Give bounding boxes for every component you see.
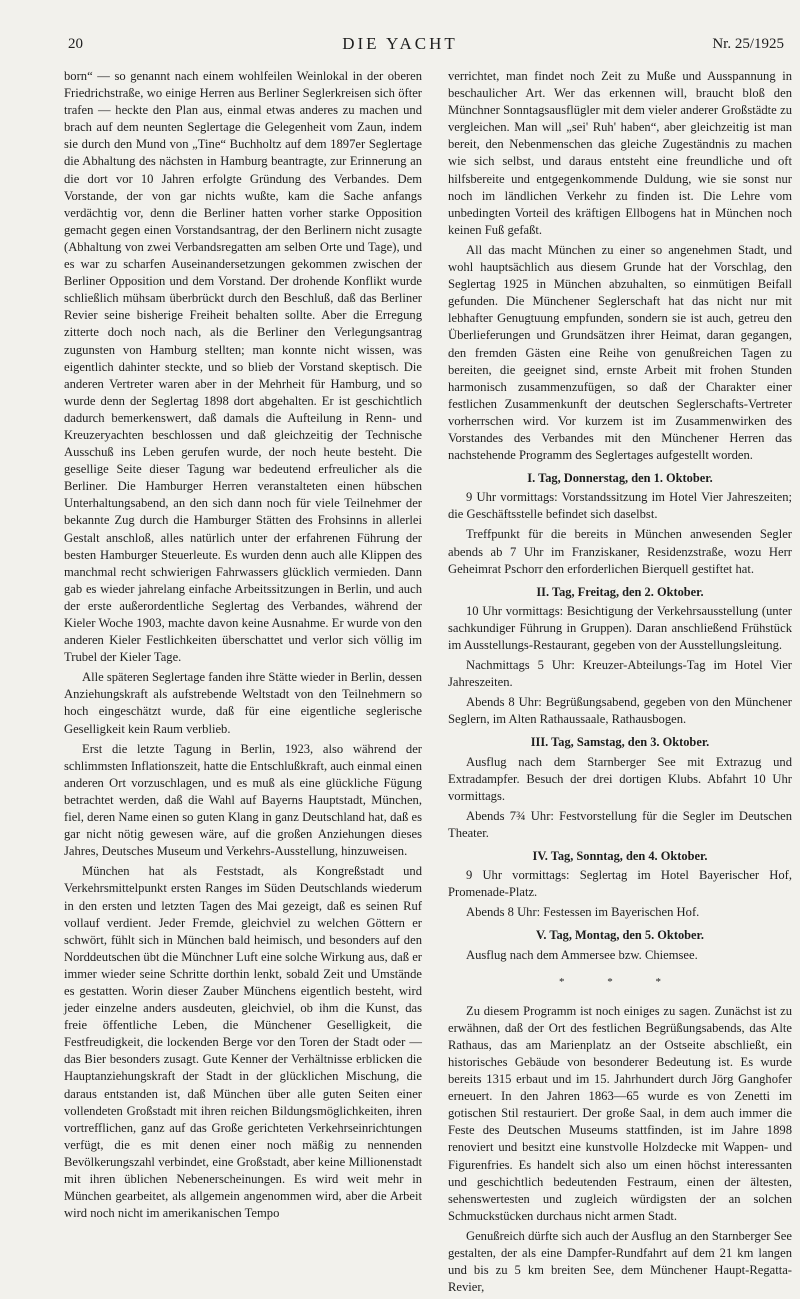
program-item: Nachmittags 5 Uhr: Kreuzer-Abteilungs-Tag im Hotel Vier Jahreszeiten. xyxy=(448,658,792,690)
program-day-heading: I. Tag, Donnerstag, den 1. Oktober. xyxy=(527,471,713,486)
program-item: 9 Uhr vormittags: Seglertag im Hotel Bayerischer Hof, Promenade-Platz. xyxy=(448,868,792,900)
right-column xyxy=(448,68,792,1299)
program-day-heading: II. Tag, Freitag, den 2. Oktober. xyxy=(536,584,704,599)
paragraph: Zu diesem Programm ist noch einiges zu sagen. Zunächst ist zu erwähnen, daß der Ort des festlichen Begrüßungsabends, das Alte Rathaus, das am Marienplatz an der Ostseite abschließt, ein historisches Gebäude von besonderer Bedeutung ist. Es wurde bereits 1315 erbaut und im 15. Jahrhundert durch Jörg Ganghofer erneuert. In den Jahren 1863—65 wurde es von Zenetti im gotischen Stil restauriert. Der große Saal, in dem auch immer die Feste des Deutschen Museums stattfinden, ist im Jahre 1898 renoviert und besitzt eine kunstvolle Holzdecke mit Wappen- und Figurenfries. Es handelt sich also um einen höchst interessanten und geschichtlich bedeutenden Festraum, einen der ältesten, sehenswertesten und zugleich würdigsten der an solchen Schmuckstücken durchaus nicht armen Stadt. xyxy=(448,1003,792,1223)
magazine-title: DIE YACHT xyxy=(342,34,458,53)
program-day-heading: V. Tag, Montag, den 5. Oktober. xyxy=(536,928,704,943)
issue-number: Nr. 25/1925 xyxy=(712,36,784,52)
program-day-heading: IV. Tag, Sonntag, den 4. Oktober. xyxy=(532,849,708,864)
program-item: Abends 8 Uhr: Festessen im Bayerischen Hof. xyxy=(466,905,700,920)
paragraph: München hat als Feststadt, als Kongreßstadt und Verkehrsmittelpunkt ersten Ranges im Süden Deutschlands wiederum in den ersten und letzten Tagen des Mai gezeigt, daß es seinen Ruf vollauf verdient. Jeder Fremde, gleichviel zu welchen Göttern er schwört, fühlt sich in München bald heimisch, und besonders auf den Norddeutschen übt die Münchner Luft eine solche Wirkung aus, daß er immer wieder seine Schritte dorthin lenkt, sobald Zeit und Umstände es gestatten. Worin dieser Zauber Münchens eigentlich besteht, wird jeder einzelne anders ausdeuten, gleichviel, ob ihm die Kunst, das freie öffentliche Leben, die Münchener Geselligkeit, die Festfreudigkeit, die lockenden Berge vor den Toren der Stadt oder — das Bier besonders zusagt. Gute Kenner der Verhältnisse erblicken die Hauptanziehungskraft der Stadt in der glücklichen Mischung, die daraus entstanden ist, daß München über alle guten Seiten einer vollendeten Großstadt mit ihren reichen Bildungsmöglichkeiten, ihren vortrefflichen, ganz auf das Große gerichteten Verkehrseinrichtungen verfügt, die es mit denen einer noch mäßig zu nennenden Bevölkerungszahl verbindet, eine Großstadt, aber keine Millionenstadt mit ihren üblichen Nebenerscheinungen. Es wird weit mehr in München gearbeitet, als allgemein angenommen wird, aber die Arbeit wird noch nicht im amerikanischen Tempo xyxy=(64,864,422,1221)
program-item: Ausflug nach dem Starnberger See mit Extrazug und Extradampfer. Besuch der drei dortigen Klubs. Abfahrt 10 Uhr vormittags. xyxy=(448,754,792,803)
paragraph: All das macht München zu einer so angenehmen Stadt, und wohl hauptsächlich aus diesem Grunde hat der Vorschlag, den Seglertag 1925 in München abzuhalten, so einmütigen Beifall gefunden. Die Münchener Seglerschaft hat das nicht nur mit lebhafter Genugtuung empfunden, sondern sie ist auch, getreu den Überlieferungen und Grundsätzen ihrer Heimat, daran gegangen, den fremden Gästen eine Reihe von genußreichen Tagen zu bereiten, die geeignet sind, ernste Arbeit mit frohen Stunden harmonisch zusammenzufügen, so daß der Charakter einer festlichen Zusammenkunft der deutschen Seglerschafts-Vertreter vorherrschen wird. Vor kurzem ist im Zusammenwirken des Vorstandes des Verbandes mit den Münchener Herren das nachstehende Programm des Seglertages aufgestellt worden. xyxy=(448,242,792,463)
paragraph: born“ — so genannt nach einem wohlfeilen Weinlokal in der oberen Friedrichstraße, wo einige Herren aus Berliner Seglerkreisen sich öfter trafen — heckte den Plan aus, einmal etwas anderes zu machen und brach auf dem neunten Seglertage die Gelegenheit vom Zaun, indem sie durch den Mund von „Tine“ Buchholtz auf dem 1897er Seglertage die Abhaltung des nächsten in Hamburg beantragte, zur Erinnerung an die dort vor 10 Jahren erfolgte Gründung des Verbandes. Dem Vorstande, der von gar nichts wußte, kam die Sache anfangs verdächtig vor, denn die Berliner hatten vorher starke Opposition gemacht gegen einen Vorstandsantrag, der den Berlinern nicht zusagte (Abhaltung von zwei Verbandsregatten am selben Orte und Tage), und es war zu scharfen Auseinandersetzungen gekommen zwischen der Berliner Opposition und dem Vorstand. Der drohende Konflikt wurde schließlich mühsam überbrückt durch den Beschluß, daß das Berliner Revier seine bisherige Freiheit behalten sollte. Aber die Erregung zitterte doch noch nach, als die Berliner den Verlegungsantrag zugunsten von Hamburg stellten; man konnte nicht wissen, was eigentlich dahinter steckte, und so blieb der Vorstand skeptisch. Die anderen Vertreter waren aber in der Mehrheit für Hamburg, und so wurde denn der Seglertag 1898 dort abgehalten. Er ist geschichtlich dadurch bemerkenswert, daß damals die Aufteilung in Renn- und Kreuzeryachten beschlossen und daß gleichzeitig der Technische Ausschuß ins Leben gerufen wurde, der noch heute besteht. Die gesellige Seite dieser Tagung war bedeutend erfreulicher als die Berliner. Die Hamburger Herren veranstalteten einen hübschen Unterhaltungsabend, an den sich dann noch für viele Teilnehmer der bekannte Zug durch die Hamburger Stätten des Frohsinns in allerlei Gestalt anschloß, alles natürlich unter der erfahrenen Führung der besten Hamburger Steuerleute. Es wurden denn auch alle Klippen des manchmal recht schwierigen Fahrwassers glücklich vermieden. Dann gab es wieder jahrelang einfache Arbeitssitzungen in Berlin, und auch der erste außerordentliche Seglertag des Verbandes, während der Kieler Woche 1903, machte davon keine Ausnahme. Er wurde von den anderen Kieler Festlichkeiten überschattet und verlor sich völlig im Trubel der Kieler Tage. xyxy=(64,69,422,665)
paragraph: Genußreich dürfte sich auch der Ausflug an den Starnberger See gestalten, der als eine Dampfer-Rundfahrt auf dem 21 km langen und bis zu 5 km breiten See, dem Münchener Haupt-Regatta-Revier, xyxy=(448,1228,792,1295)
program-item: 10 Uhr vormittags: Besichtigung der Verkehrsausstellung (unter sachkundiger Führung in Gruppen). Daran anschließend Frühstück im Ausstellungs-Restaurant, gegeben von der Ausstellungsleitung. xyxy=(448,603,792,652)
program-item: Ausflug nach dem Ammersee bzw. Chiemsee. xyxy=(466,947,698,962)
page-number: 20 xyxy=(68,36,83,52)
paragraph: Alle späteren Seglertage fanden ihre Stätte wieder in Berlin, dessen Anziehungskraft als aufstrebende Weltstadt von den Teilnehmern so hoch eingeschätzt wurde, daß für eine eigentliche seglerische Geselligkeit kein Raum verblieb. xyxy=(64,670,422,736)
program-item: Abends 7¾ Uhr: Festvorstellung für die Segler im Deutschen Theater. xyxy=(448,808,792,840)
section-separator: * * * xyxy=(559,975,681,988)
program-item: Abends 8 Uhr: Begrüßungsabend, gegeben von den Münchener Seglern, im Alten Rathaussaale, Rathausbogen. xyxy=(448,695,792,727)
left-column xyxy=(64,68,422,1225)
program-item: 9 Uhr vormittags: Vorstandssitzung im Hotel Vier Jahreszeiten; die Geschäftsstelle befindet sich daselbst. xyxy=(448,490,792,522)
program-day-heading: III. Tag, Samstag, den 3. Oktober. xyxy=(530,735,710,750)
paragraph: verrichtet, man findet noch Zeit zu Muße und Ausspannung in beschaulicher Art. Wer das erkennen will, braucht bloß den Münchner Sonntagsausflügler mit dem vieler anderer Großstädte zu vergleichen. Man will „sei' Ruh' haben“, aber gleichzeitig ist man bereit, den Nebenmenschen das gleiche Zugeständnis zu machen wie sich selbst, und daraus entsteht eine freundliche und oft hilfsbereite und entgegenkommende Duldung, wie sie sonst nur noch im ländlichen Verkehr zu finden ist. Die Lehre vom unbedingten Vorteil des kräftigen Ellbogens hat in München noch keinen Fuß gefaßt. xyxy=(448,69,792,237)
program-item: Treffpunkt für die bereits in München anwesenden Segler abends ab 7 Uhr im Franziskaner, Residenzstraße, wozu Herr Geheimrat Pschorr den erforderlichen Bierquell gestiftet hat. xyxy=(448,527,792,576)
paragraph: Erst die letzte Tagung in Berlin, 1923, also während der schlimmsten Inflationszeit, hatte die Entschlußkraft, auch einmal einen anderen Ort vorzuschlagen, und es muß als eine glückliche Fügung betrachtet werden, daß die Wahl auf Bayerns Hauptstadt, München, fiel, deren Name einen so guten Klang in ganz Deutschland hat, daß es gar nicht nötig gewesen wäre, auf die großen Anziehungen dieses Jahres, Deutsches Museum und Verkehrs-Ausstellung, hinzuweisen. xyxy=(64,741,422,859)
